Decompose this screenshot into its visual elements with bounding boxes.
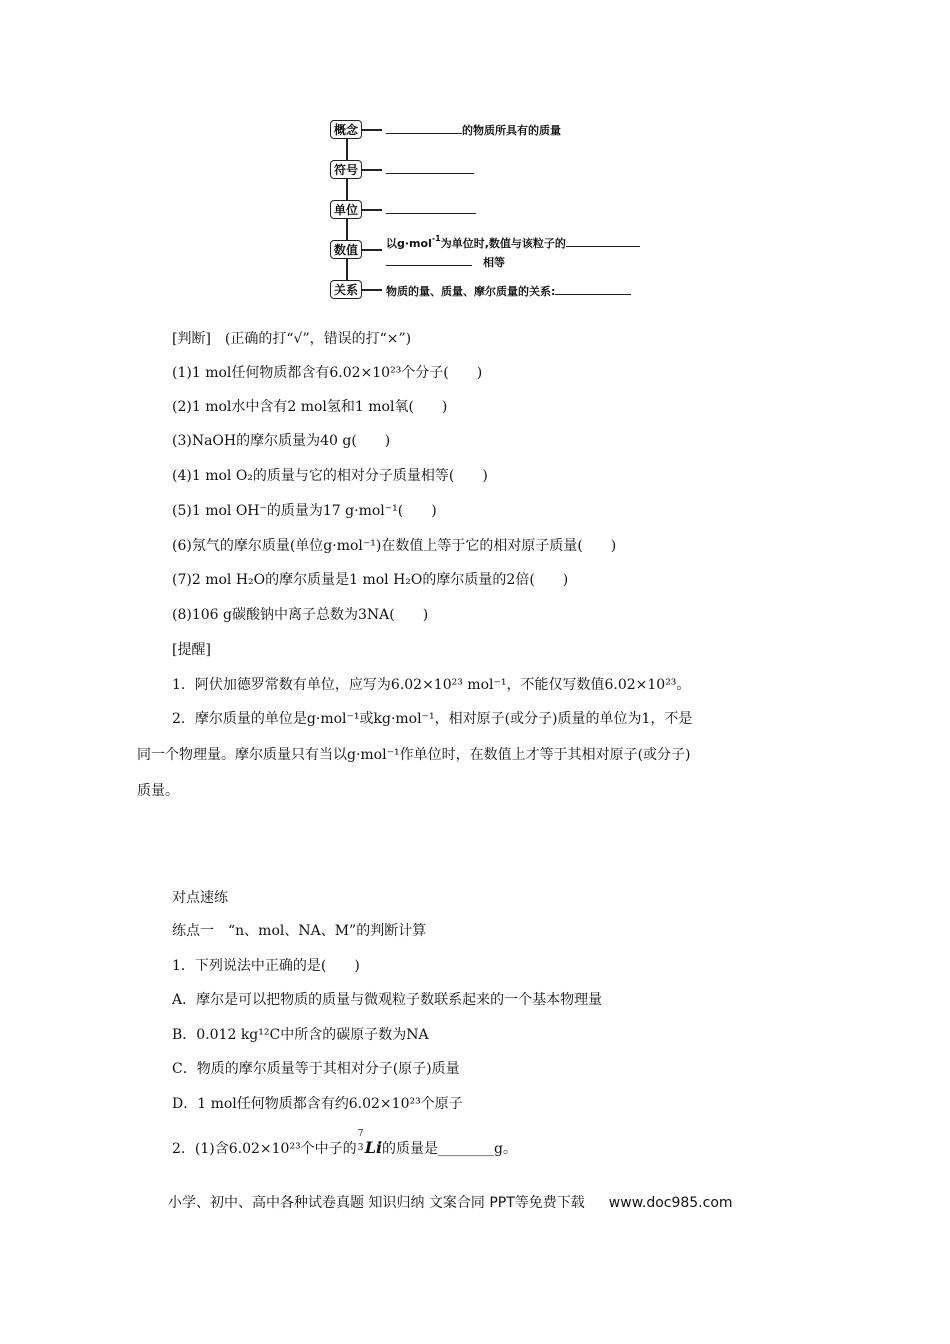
tip-2-line-2: 同一个物理量。摩尔质量只有当以g·mol⁻¹作单位时，在数值上才等于其相对原子(或分子)	[137, 747, 691, 763]
concept-diagram	[328, 116, 668, 306]
footer-text: 小学、初中、高中各种试卷真题 知识归纳 文案合同 PPT等免费下载	[168, 1195, 585, 1211]
option-d: D．1 mol任何物质都含有约6.02×10²³个原子	[172, 1096, 463, 1112]
node-unit: 单位	[330, 200, 362, 219]
footer-url[interactable]: www.doc985.com	[608, 1195, 733, 1211]
answer-blank	[555, 283, 631, 295]
node-symbol-text	[386, 162, 474, 177]
node-value: 数值	[330, 240, 362, 259]
connector-line	[362, 249, 382, 251]
node-relation: 关系	[330, 280, 362, 299]
connector-line	[362, 289, 382, 291]
connector-line	[362, 209, 382, 211]
connector-line	[362, 129, 382, 131]
node-symbol: 符号	[330, 160, 362, 179]
judge-item-1: (1)1 mol任何物质都含有6.02×10²³个分子( )	[172, 365, 483, 381]
tips-header: [提醒]	[172, 642, 211, 658]
judge-item-4: (4)1 mol O₂的质量与它的相对分子质量相等( )	[172, 468, 488, 484]
practice-title: 对点速练	[172, 890, 228, 906]
node-value-text: 以g·mol$^{-1}$为单位时,数值与该粒子的	[386, 235, 640, 251]
tip-1: 1．阿伏加德罗常数有单位，应写为6.02×10²³ mol⁻¹，不能仅写数值6.02×10²³。	[172, 677, 691, 693]
option-c: C．物质的摩尔质量等于其相对分子(原子)质量	[172, 1061, 460, 1077]
judge-item-8: (8)106 g碳酸钠中离子总数为3NA( )	[172, 607, 429, 623]
answer-blank	[386, 122, 462, 134]
tip-2-line-1: 2．摩尔质量的单位是g·mol⁻¹或kg·mol⁻¹，相对原子(或分子)质量的单位为1，不是	[172, 711, 693, 727]
answer-blank	[386, 162, 474, 174]
option-a: A．摩尔是可以把物质的质量与微观粒子数联系起来的一个基本物理量	[172, 992, 603, 1008]
answer-blank	[386, 254, 472, 266]
judge-item-3: (3)NaOH的摩尔质量为40 g( )	[172, 433, 391, 449]
answer-blank	[386, 202, 476, 214]
practice-subtitle: 练点一 “n、mol、NA、M”的判断计算	[172, 923, 427, 939]
judge-item-2: (2)1 mol水中含有2 mol氢和1 mol氧( )	[172, 399, 448, 415]
page-footer	[168, 1192, 733, 1212]
node-relation-text: 物质的量、质量、摩尔质量的关系:	[386, 283, 631, 299]
tip-2-line-3: 质量。	[137, 783, 179, 799]
node-concept-text: 的物质所具有的质量	[386, 122, 561, 138]
judge-item-5: (5)1 mol OH⁻的质量为17 g·mol⁻¹( )	[172, 503, 437, 519]
question-2: 2．(1)含6.02×10²³个中子的 7 3 Li的质量是________g。	[172, 1129, 517, 1157]
judge-item-7: (7)2 mol H₂O的摩尔质量是1 mol H₂O的摩尔质量的2倍( )	[172, 572, 569, 588]
judge-header: [判断] (正确的打“√”，错误的打“×”)	[172, 331, 412, 347]
node-unit-text	[386, 202, 476, 217]
isotope-notation: 7 3	[357, 1129, 364, 1153]
question-1: 1．下列说法中正确的是( )	[172, 958, 360, 974]
node-value-text-line2: 相等	[386, 254, 505, 270]
connector-line	[362, 169, 382, 171]
answer-blank	[566, 235, 640, 247]
node-concept: 概念	[330, 120, 362, 139]
judge-item-6: (6)氖气的摩尔质量(单位g·mol⁻¹)在数值上等于它的相对原子质量( )	[172, 538, 617, 554]
option-b: B．0.012 kg¹²C中所含的碳原子数为NA	[172, 1027, 429, 1043]
